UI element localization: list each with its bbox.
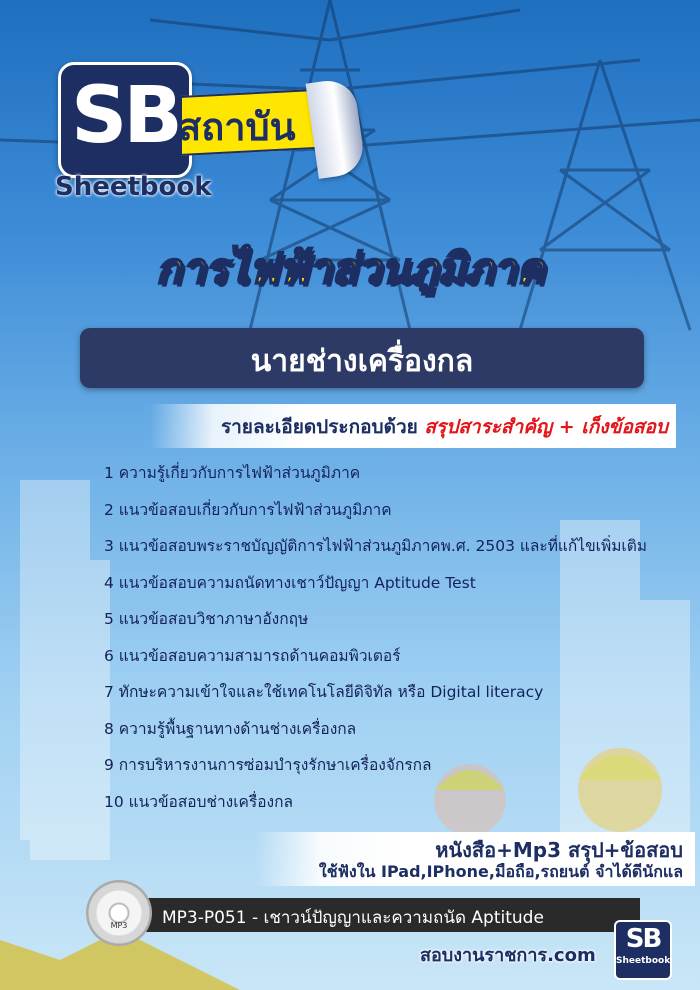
website-label: สอบงานราชการ.com [420, 945, 596, 966]
promo-subline: ใช้ฟังใน IPad,IPhone,มือถือ,รถยนต์ จำได้ดีนักแล [318, 862, 683, 881]
contents-list [104, 460, 647, 825]
promo-headline: หนังสือ+Mp3 สรุป+ข้อสอบ [435, 838, 683, 862]
list-item: 7 ทักษะความเข้าใจและใช้เทคโนโลยีดิจิทัล หรือ Digital literacy [104, 683, 544, 701]
list-item: 3 แนวข้อสอบพระราชบัญญัติการไฟฟ้าส่วนภูมิภาคพ.ศ. 2503 และที่แก้ไขเพิ่มเติม [104, 537, 647, 555]
mini-logo-brand: Sheetbook [616, 956, 671, 966]
mp3-banner [140, 898, 640, 932]
list-item: 10 แนวข้อสอบช่างเครื่องกล [104, 792, 293, 811]
list-item: 2 แนวข้อสอบเกี่ยวกับการไฟฟ้าส่วนภูมิภาค [104, 500, 392, 519]
list-item: 9 การบริหารงานการซ่อมบำรุงรักษาเครื่องจักรกล [104, 756, 432, 774]
list-item: 6 แนวข้อสอบความสามารถด้านคอมพิวเตอร์ [104, 646, 401, 665]
promo-banner [255, 832, 695, 886]
list-item: 4 แนวข้อสอบความถนัดทางเชาว์ปัญญา Aptitude Test [104, 573, 476, 592]
logo-brand-name: Sheetbook [55, 172, 212, 202]
logo-institute-label: สถาบัน [178, 105, 296, 149]
list-item: 1 ความรู้เกี่ยวกับการไฟฟ้าส่วนภูมิภาค [104, 464, 361, 482]
position-banner [80, 328, 644, 388]
position-title: นายช่างเครื่องกล [250, 344, 474, 379]
list-item: 5 แนวข้อสอบวิชาภาษาอังกฤษ [104, 610, 309, 628]
mp3-title: MP3-P051 - เชาวน์ปัญญาและความถนัด Aptitude [162, 908, 544, 928]
detail-text [221, 412, 668, 442]
detail-banner [150, 404, 676, 448]
disc-label: MP3 [110, 921, 128, 930]
logo-mark: SB [71, 71, 179, 161]
brand-logo [58, 62, 192, 178]
mini-logo-mark: SB [625, 924, 661, 954]
cd-disc-icon [86, 880, 152, 946]
detail-emphasis: สรุปสาระสำคัญ + เก็งข้อสอบ [424, 416, 668, 438]
cover-title: การไฟฟ้าส่วนภูมิภาค [155, 244, 545, 293]
mini-brand-logo [614, 920, 672, 980]
list-item: 8 ความรู้พื้นฐานทางด้านช่างเครื่องกล [104, 719, 357, 738]
detail-lead: รายละเอียดประกอบด้วย [220, 416, 418, 438]
